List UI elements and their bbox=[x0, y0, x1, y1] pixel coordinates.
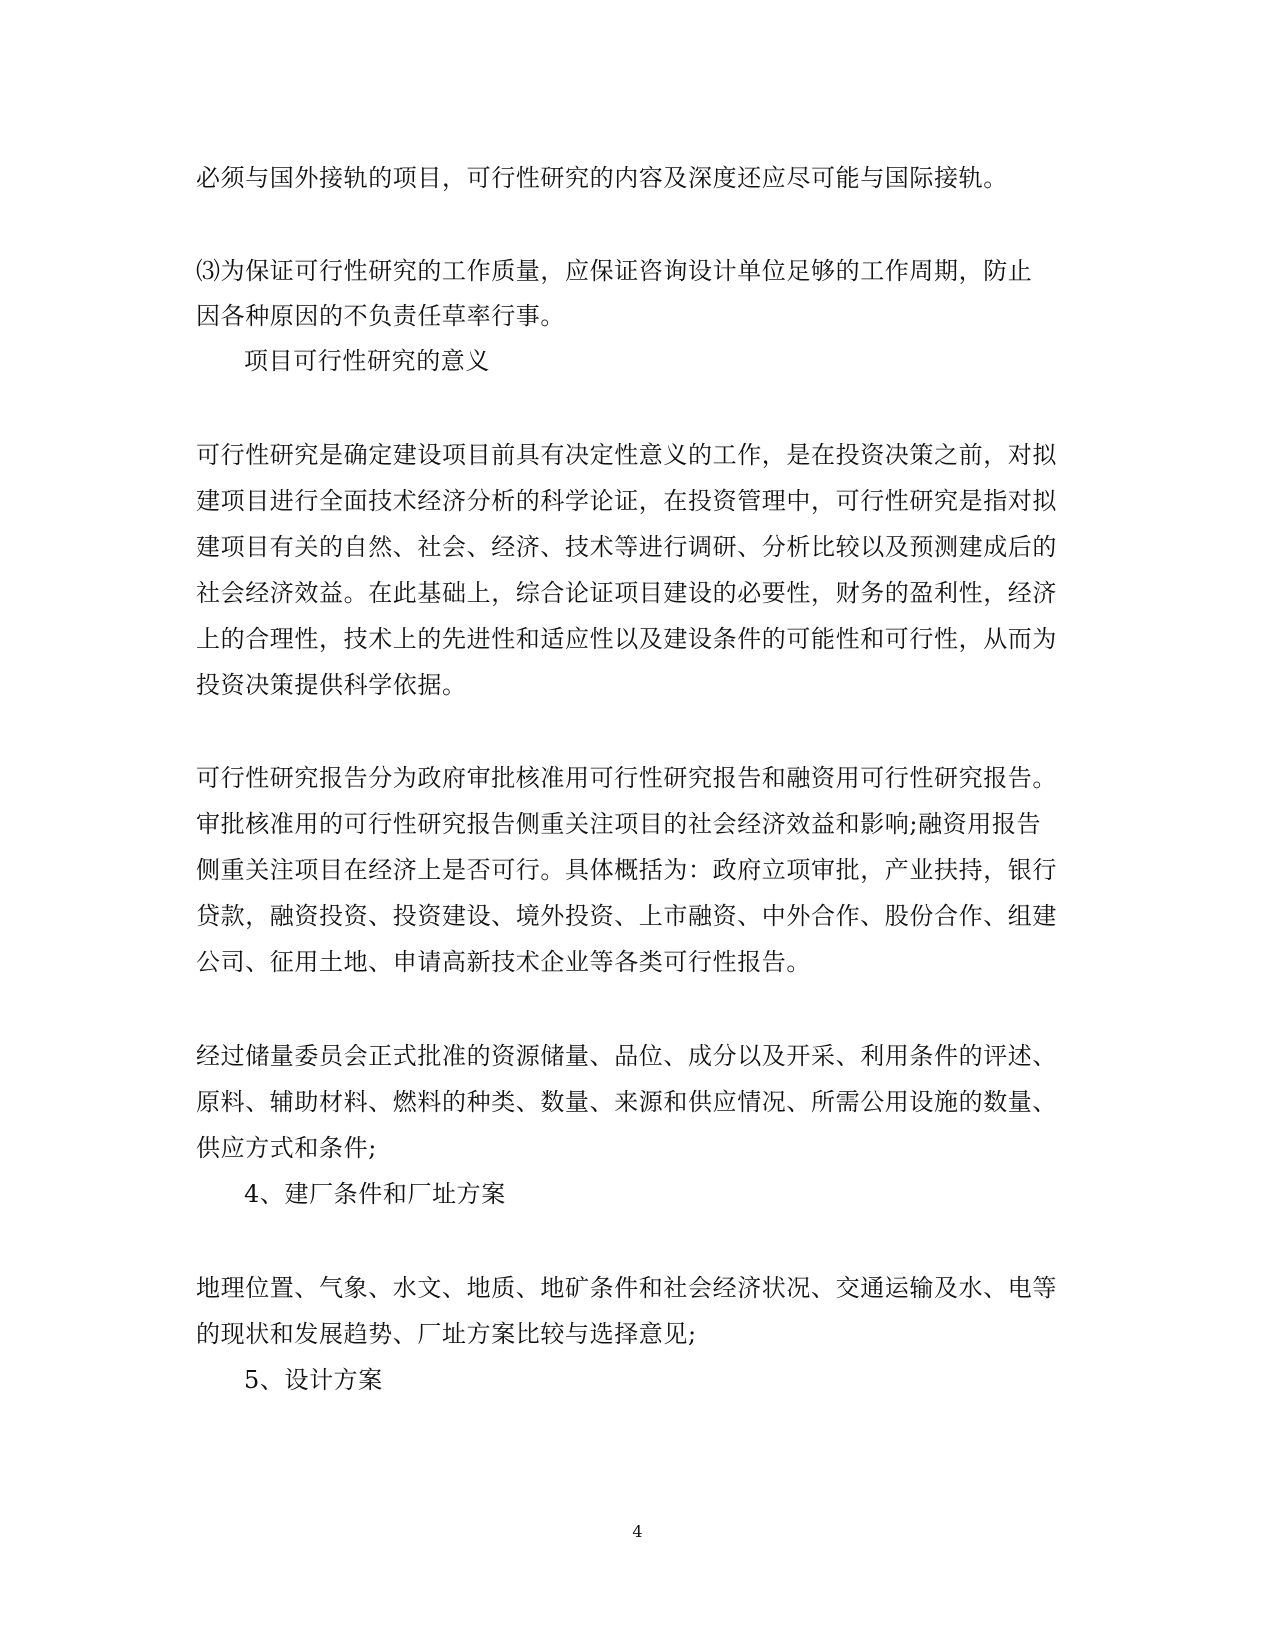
paragraph-line: 社会经济效益。在此基础上，综合论证项目建设的必要性，财务的盈利性，经济 bbox=[196, 579, 1057, 607]
paragraph-line: 供应方式和条件; bbox=[196, 1134, 377, 1162]
paragraph-line: 的现状和发展趋势、厂址方案比较与选择意见; bbox=[196, 1320, 697, 1348]
paragraph-line: 可行性研究是确定建设项目前具有决定性意义的工作，是在投资决策之前，对拟 bbox=[196, 441, 1057, 469]
paragraph-line: 公司、征用土地、申请高新技术企业等各类可行性报告。 bbox=[196, 948, 811, 976]
paragraph-line: 必须与国外接轨的项目，可行性研究的内容及深度还应尽可能与国际接轨。 bbox=[196, 164, 1008, 192]
section-heading: 4、建厂条件和厂址方案 bbox=[244, 1180, 506, 1208]
paragraph-line: 投资决策提供科学依据。 bbox=[196, 671, 467, 699]
paragraph-line: ⑶为保证可行性研究的工作质量，应保证咨询设计单位足够的工作周期，防止 bbox=[196, 257, 1033, 285]
paragraph-line: 审批核准用的可行性研究报告侧重关注项目的社会经济效益和影响;融资用报告 bbox=[196, 810, 1042, 838]
paragraph-line: 建项目有关的自然、社会、经济、技术等进行调研、分析比较以及预测建成后的 bbox=[196, 533, 1057, 561]
section-heading: 5、设计方案 bbox=[244, 1366, 383, 1394]
paragraph-line: 地理位置、气象、水文、地质、地矿条件和社会经济状况、交通运输及水、电等 bbox=[196, 1274, 1057, 1302]
paragraph-line: 可行性研究报告分为政府审批核准用可行性研究报告和融资用可行性研究报告。 bbox=[196, 764, 1057, 792]
paragraph-line: 贷款，融资投资、投资建设、境外投资、上市融资、中外合作、股份合作、组建 bbox=[196, 902, 1057, 930]
paragraph-line: 侧重关注项目在经济上是否可行。具体概括为：政府立项审批，产业扶持，银行 bbox=[196, 856, 1057, 884]
paragraph-line: 经过储量委员会正式批准的资源储量、品位、成分以及开采、利用条件的评述、 bbox=[196, 1042, 1057, 1070]
paragraph-line: 原料、辅助材料、燃料的种类、数量、来源和供应情况、所需公用设施的数量、 bbox=[196, 1088, 1057, 1116]
paragraph-line: 上的合理性，技术上的先进性和适应性以及建设条件的可能性和可行性，从而为 bbox=[196, 625, 1057, 653]
paragraph-line: 因各种原因的不负责任草率行事。 bbox=[196, 302, 565, 330]
section-heading: 项目可行性研究的意义 bbox=[244, 347, 490, 375]
page-number: 4 bbox=[632, 1522, 643, 1541]
paragraph-line: 建项目进行全面技术经济分析的科学论证，在投资管理中，可行性研究是指对拟 bbox=[196, 487, 1057, 515]
